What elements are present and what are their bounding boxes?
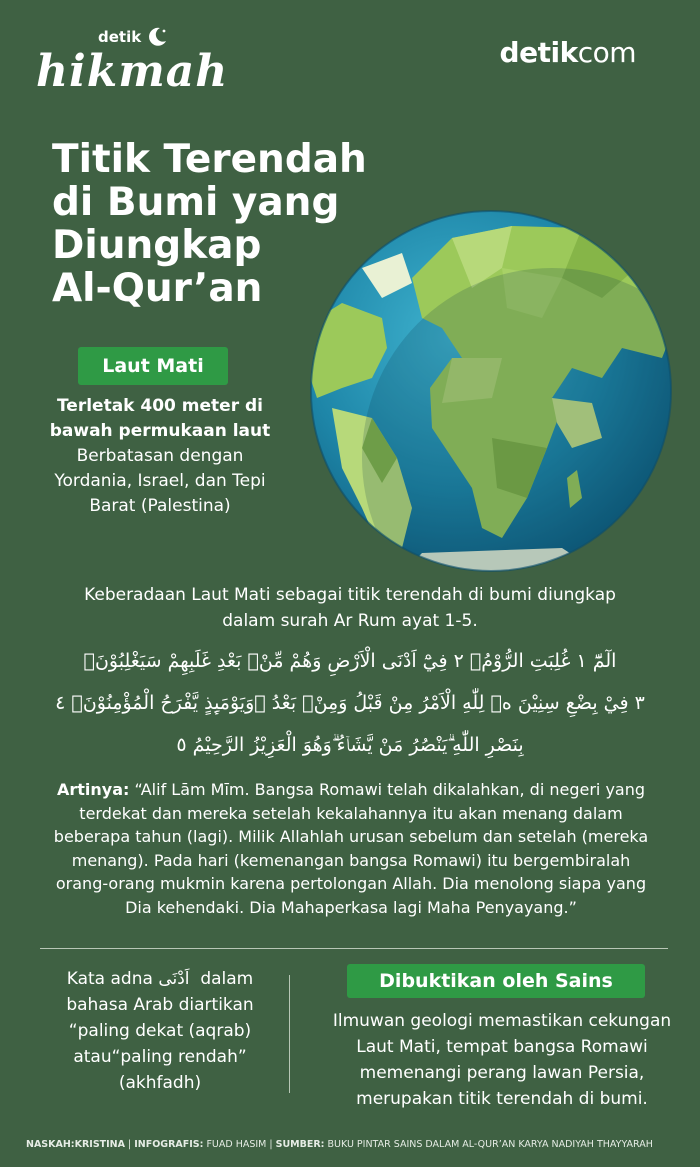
kata-post: dalam	[200, 969, 254, 989]
intro-paragraph	[40, 582, 660, 634]
kata-line	[40, 966, 280, 992]
sains-line: memenangi perang lawan Persia,	[359, 1063, 645, 1083]
translation-text: “Alif Lām Mīm. Bangsa Romawi telah dikalahkan, di negeri yang	[134, 780, 646, 799]
translation-line: orang-orang mukmin karena pertolongan Allah. Dia menolong siapa yang	[55, 874, 647, 893]
kata-adna-paragraph	[40, 966, 280, 1096]
kata-line: (akhfadh)	[118, 1073, 202, 1093]
kata-line: “paling dekat (aqrab)	[68, 1021, 252, 1041]
laut-mati-badge: Laut Mati	[78, 347, 228, 385]
info-line: Berbatasan dengan	[76, 446, 244, 466]
intro-line: Keberadaan Laut Mati sebagai titik terendah di bumi diungkap	[84, 585, 616, 605]
naskah-label: NASKAH:	[26, 1139, 75, 1150]
sains-line: Laut Mati, tempat bangsa Romawi	[356, 1037, 648, 1057]
kata-line: atau“paling rendah”	[73, 1047, 247, 1067]
vertical-divider	[289, 975, 290, 1093]
sains-paragraph	[302, 1008, 700, 1112]
arabic-verse	[40, 640, 660, 766]
detikcom-logo	[500, 36, 636, 69]
title-line: Diungkap	[52, 223, 262, 268]
title-line: Titik Terendah	[52, 137, 367, 182]
info-bold-line: bawah permukaan laut	[49, 421, 271, 441]
sains-line: Ilmuwan geologi memastikan cekungan	[332, 1011, 672, 1031]
translation-line	[40, 778, 662, 802]
infografis-label: INFOGRAFIS:	[134, 1139, 204, 1150]
title-line: Al-Qur’an	[52, 266, 263, 311]
earth-globe-illustration	[302, 208, 680, 574]
intro-line: dalam surah Ar Rum ayat 1-5.	[222, 611, 478, 631]
detik-hikmah-logo	[36, 28, 229, 100]
logo-small-text: detik	[98, 28, 142, 46]
logo-main-text: hikmah	[36, 46, 229, 97]
sumber-value: BUKU PINTAR SAINS DALAM AL-QUR’AN KARYA NADIYAH THAYYARAH	[324, 1139, 653, 1150]
sumber-label: SUMBER:	[275, 1139, 325, 1150]
sains-badge: Dibuktikan oleh Sains	[347, 964, 645, 998]
kata-pre: Kata adna	[66, 969, 153, 989]
translation-line: Dia kehendaki. Dia Mahaperkasa lagi Maha Penyayang.”	[125, 897, 577, 917]
info-line: Yordania, Israel, dan Tepi	[54, 471, 266, 491]
crescent-moon-icon	[146, 26, 168, 48]
brand-detik: detik	[499, 36, 578, 69]
info-bold-line: Terletak 400 meter di	[56, 396, 264, 416]
title-line: di Bumi yang	[52, 180, 340, 225]
arabic-line: بِنَصْرِ اللّٰهِ ۗيَنْصُرُ مَنْ يَّشَاۤءُ ۗوَهُوَ الْعَزِيْزُ الرَّحِيْمُ ٥	[176, 734, 524, 756]
arabic-line: ٣ فِيْ بِضْعِ سِنِيْنَ ەۗ لِلّٰهِ الْاَمْرُ مِنْ قَبْلُ وَمِنْۢ بَعْدُ ۗوَيَوْمَىِٕذٍ يَّفْرَحُ الْمُؤْمِنُوْنَۙ ٤	[55, 692, 645, 714]
separator: |	[266, 1139, 276, 1150]
kata-arabic: اَدْنَى	[158, 969, 190, 989]
translation-line: terdekat dan mereka setelah kekalahannya itu akan menang dalam	[79, 803, 623, 823]
horizontal-divider	[40, 948, 668, 949]
infografis-value: FUAD HASIM	[203, 1139, 267, 1150]
translation-paragraph	[40, 778, 662, 919]
info-line: Barat (Palestina)	[89, 496, 231, 516]
arabic-line: الٓمّٓ ١ غُلِبَتِ الرُّوْمُۙ ٢ فِيْٓ اَدْنَى الْاَرْضِ وَهُمْ مِّنْۢ بَعْدِ غَلَبِهِمْ سَيَغْلِبُوْنَۙ	[83, 650, 617, 672]
sains-line: merupakan titik terendah di bumi.	[356, 1089, 648, 1109]
laut-mati-info	[30, 394, 290, 519]
naskah-value: KRISTINA	[74, 1139, 125, 1150]
translation-line: beberapa tahun (lagi). Milik Allahlah urusan sebelum dan setelah (mereka	[53, 827, 649, 846]
credits-footer	[26, 1139, 686, 1150]
brand-com: com	[577, 36, 636, 69]
kata-line: bahasa Arab diartikan	[66, 995, 254, 1015]
translation-line: menang). Pada hari (kemenangan bangsa Romawi) itu bergembiralah	[71, 850, 631, 870]
translation-label: Artinya:	[56, 780, 130, 799]
separator: |	[124, 1139, 135, 1150]
